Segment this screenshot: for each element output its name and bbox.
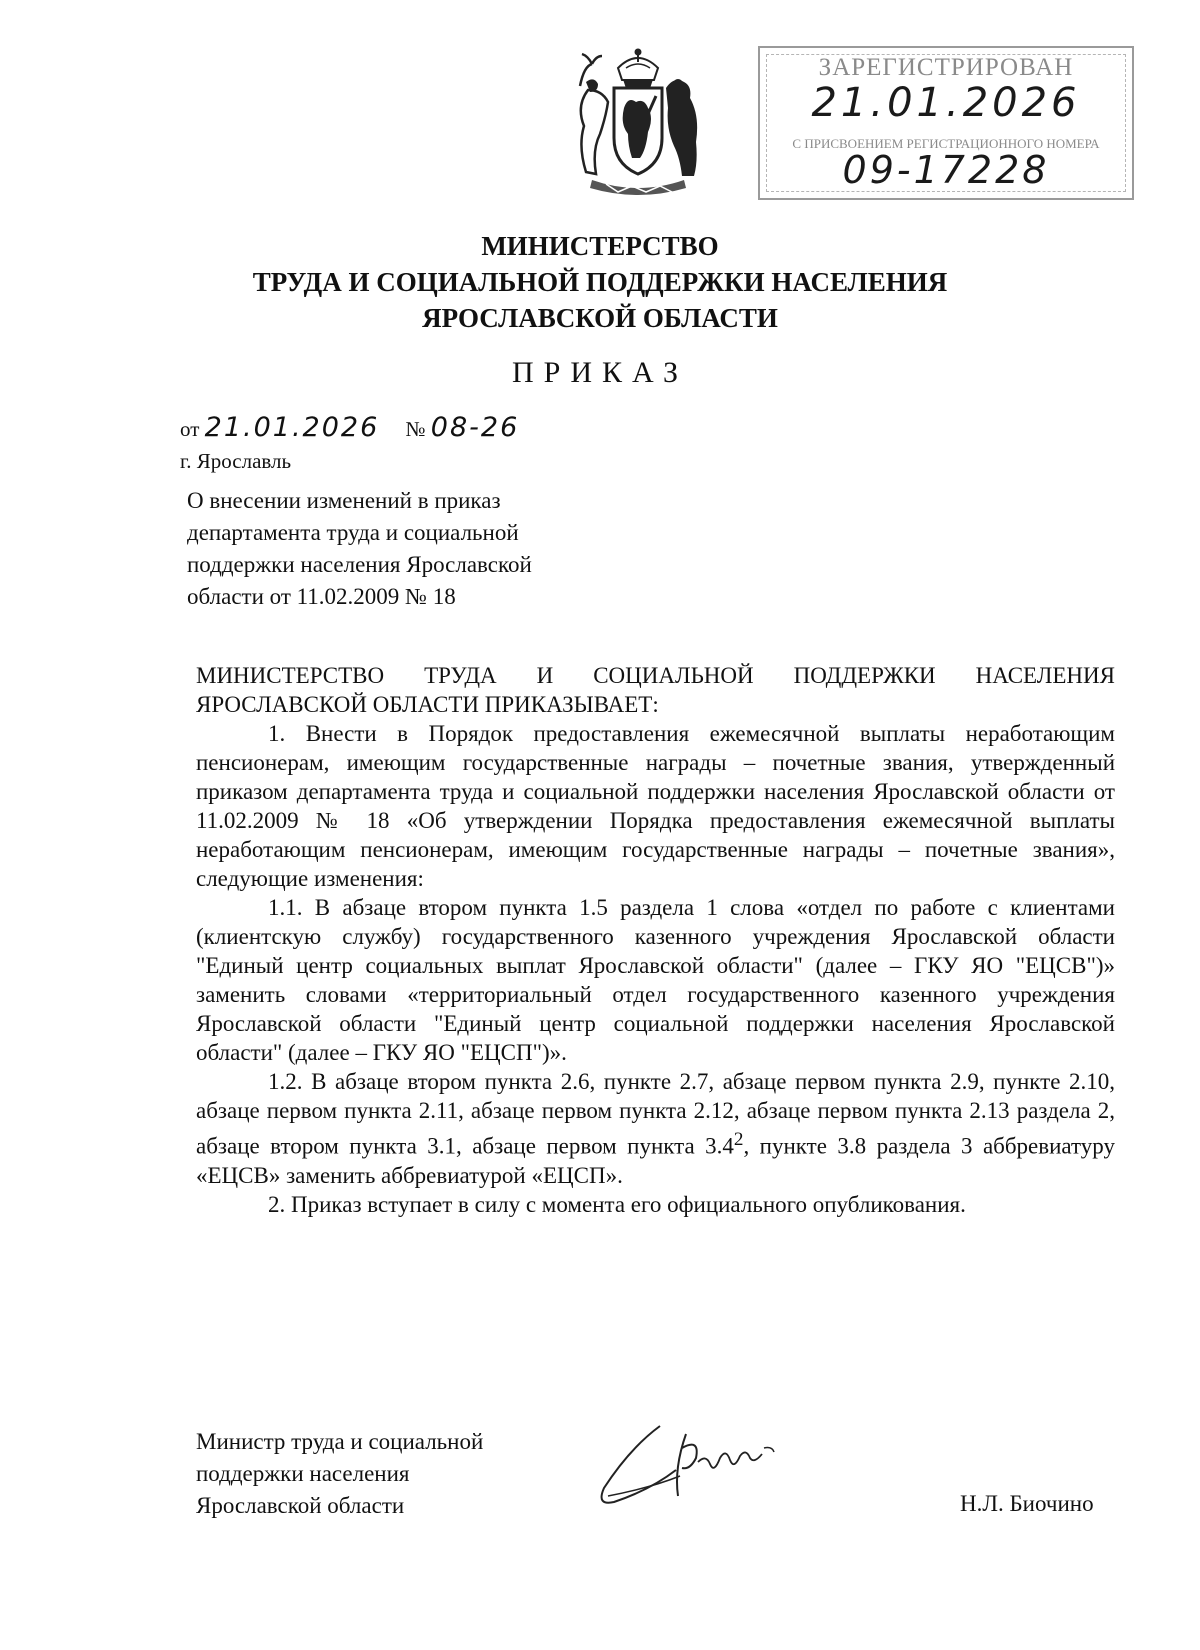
number-prefix: № bbox=[405, 417, 426, 441]
document-date: 21.01.2026 bbox=[204, 412, 380, 443]
ministry-line-2: ТРУДА И СОЦИАЛЬНОЙ ПОДДЕРЖКИ НАСЕЛЕНИЯ bbox=[252, 267, 948, 297]
subject-line: области от 11.02.2009 № 18 bbox=[187, 584, 456, 609]
position-line: поддержки населения bbox=[196, 1461, 410, 1486]
registration-stamp bbox=[758, 46, 1134, 200]
paragraph-1-2 bbox=[196, 1067, 1115, 1190]
subject-line: поддержки населения Ярославской bbox=[187, 552, 532, 577]
stamp-title: ЗАРЕГИСТРИРОВАН bbox=[818, 54, 1074, 81]
document-meta bbox=[180, 412, 519, 443]
coat-of-arms-emblem bbox=[562, 46, 714, 202]
document-type-title: ПРИКАЗ bbox=[512, 356, 688, 389]
stamp-number: 09-17228 bbox=[842, 148, 1050, 192]
subject-line: О внесении изменений в приказ bbox=[187, 488, 501, 513]
document-number: 08-26 bbox=[430, 412, 520, 443]
position-line: Ярославской области bbox=[196, 1493, 405, 1518]
ministry-line-3: ЯРОСЛАВСКОЙ ОБЛАСТИ bbox=[422, 303, 778, 333]
paragraph-2: 2. Приказ вступает в силу с момента его официального опубликования. bbox=[268, 1191, 966, 1217]
paragraph-1-2-superscript: 2 bbox=[733, 1129, 744, 1150]
stamp-date: 21.01.2026 bbox=[811, 80, 1081, 126]
paragraph-1-2-text-end: , пункте 3.8 раздела 3 аббревиатуру «ЕЦСВ» заменить аббревиатурой «ЕЦСП». bbox=[196, 1133, 1115, 1188]
position-line: Министр труда и социальной bbox=[196, 1429, 484, 1454]
paragraph-1: 1. Внести в Порядок предоставления ежемесячной выплаты неработающим пенсионерам, имеющим государственные награды – почетные звания, утвержденный приказом департамента труда и социальной поддержки населения Ярославской области от 11.02.2009 № 18 «Об утверждении Порядка предоставления ежемесячной выплаты неработающим пенсионерам, имеющим государственные награды – почетные звания», следующие изменения: bbox=[196, 721, 1115, 891]
handwritten-signature bbox=[590, 1418, 795, 1523]
stamp-subtitle: С ПРИСВОЕНИЕМ РЕГИСТРАЦИОННОГО НОМЕРА bbox=[792, 136, 1100, 151]
signatory-name: Н.Л. Биочино bbox=[960, 1491, 1094, 1516]
signatory-position bbox=[196, 1426, 483, 1522]
document-city: г. Ярославль bbox=[180, 449, 292, 473]
subject-line: департамента труда и социальной bbox=[187, 520, 519, 545]
document-body bbox=[196, 661, 1115, 1219]
paragraph-1-2-text: 1.2. В абзаце втором пункта 2.6, пункте 2.7, абзаце первом пункта 2.9, пункте 2.10, абзаце первом пункта 2.11, абзаце первом пункта 2.12, абзаце первом пункта 2.13 раздела 2, абзаце втором пункта 3.1, абзаце первом пункта 3.4 bbox=[196, 1069, 1115, 1159]
paragraph-1-1: 1.1. В абзаце втором пункта 1.5 раздела 1 слова «отдел по работе с клиентами (клиентскую службу) государственного казенного учреждения Ярославской области "Единый центр социальных выплат Ярославской области" (далее – ГКУ ЯО "ЕЦСВ")» заменить словами «территориальный отдел государственного казенного учреждения Ярославской области "Единый центр социальной поддержки населения Ярославской области" (далее – ГКУ ЯО "ЕЦСП")». bbox=[196, 895, 1115, 1065]
ministry-header bbox=[0, 228, 1200, 336]
document-subject bbox=[187, 485, 627, 613]
date-prefix: от bbox=[180, 417, 200, 441]
ministry-line-1: МИНИСТЕРСТВО bbox=[481, 231, 719, 261]
order-intro: МИНИСТЕРСТВО ТРУДА И СОЦИАЛЬНОЙ ПОДДЕРЖКИ НАСЕЛЕНИЯ ЯРОСЛАВСКОЙ ОБЛАСТИ ПРИКАЗЫВАЕТ: bbox=[196, 663, 1115, 717]
